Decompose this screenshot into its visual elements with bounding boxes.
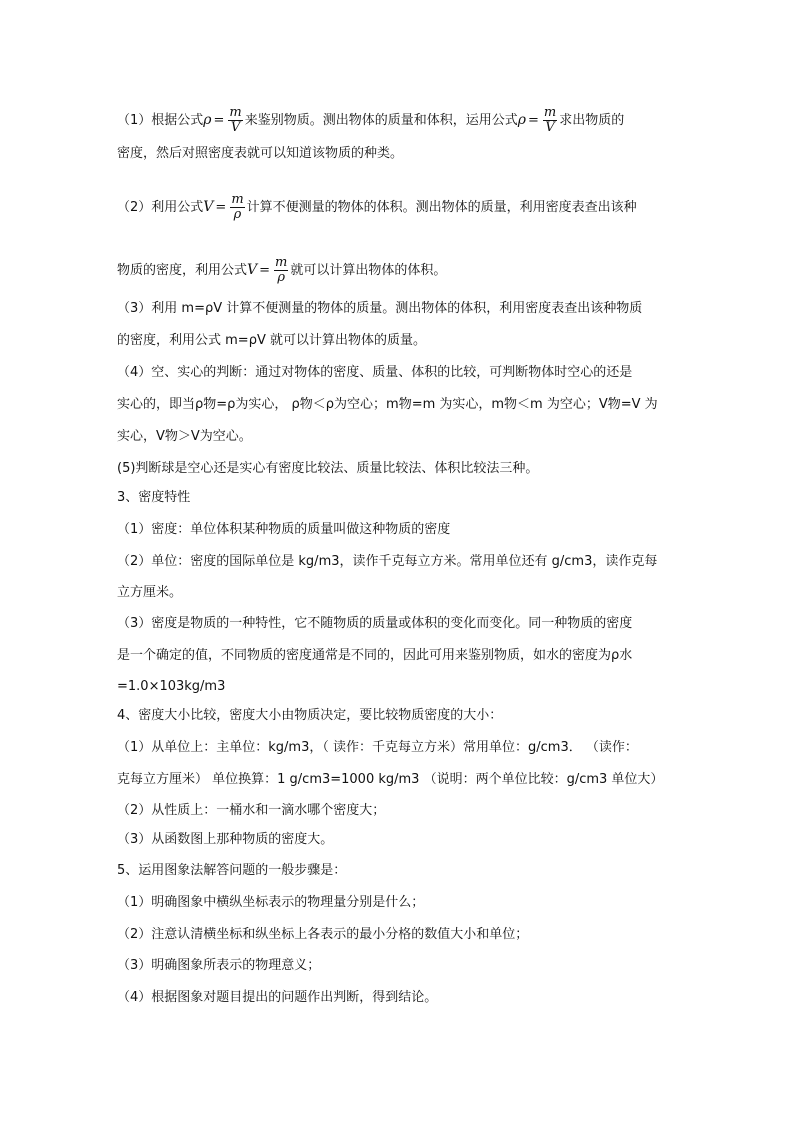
v-symbol: V [203, 199, 214, 215]
paragraph-2-line-1 [117, 193, 637, 222]
section-3-item-3-line-3: =1.0×103kg/m3 [117, 679, 226, 694]
numerator: m [229, 105, 242, 120]
fraction-m-over-rho [230, 193, 244, 222]
section-3-heading: 3、密度特性 [117, 490, 191, 505]
denominator: V [228, 120, 242, 135]
paragraph-3-line-2: 的密度，利用公式 m=ρV 就可以计算出物体的质量。 [117, 333, 426, 348]
section-3-item-2-line-1: （2）单位：密度的国际单位是 kg/m3，读作千克每立方米。常用单位还有 g/cm3，读作克每 [117, 554, 658, 569]
section-3-item-3-line-1: （3）密度是物质的一种特性，它不随物质的质量或体积的变化而变化。同一种物质的密度 [117, 616, 633, 631]
section-4-item-2: （2）从性质上：一桶水和一滴水哪个密度大； [117, 803, 386, 818]
paragraph-1-line-2: 密度，然后对照密度表就可以知道该物质的种类。 [117, 146, 404, 161]
paragraph-4-line-2: 实心的，即当ρ物=ρ为实心， ρ物＜ρ为空心；m物=m 为实心，m物＜m 为空心；V物=V 为 [117, 397, 658, 412]
numerator: m [543, 105, 557, 120]
paragraph-1-line-1 [117, 106, 624, 135]
denominator: V [543, 120, 557, 135]
rho-symbol: ρ [203, 112, 212, 128]
paragraph-4-line-3: 实心，V物＞V为空心。 [117, 429, 252, 444]
paragraph-2-line-2 [117, 256, 446, 285]
equals-sign: = [528, 113, 539, 128]
denominator: ρ [274, 270, 288, 285]
text-span: 就可以计算出物体的体积。 [290, 263, 447, 278]
section-3-item-3-line-2: 是一个确定的值，不同物质的密度通常是不同的，因此可用来鉴别物质，如水的密度为ρ水 [117, 648, 633, 663]
paragraph-4-line-1: （4）空、实心的判断：通过对物体的密度、质量、体积的比较，可判断物体时空心的还是 [117, 365, 633, 380]
section-4-heading: 4、密度大小比较，密度大小由物质决定，要比较物质密度的大小： [117, 708, 503, 723]
section-4-item-1-line-2: 克每立方厘米） 单位换算：1 g/cm3=1000 kg/m3 （说明：两个单位比较：g/cm3 单位大） [117, 772, 664, 787]
text-span: 物质的密度，利用公式 [117, 263, 248, 278]
section-4-item-3: （3）从函数图上那种物质的密度大。 [117, 832, 334, 847]
section-5-heading: 5、运用图象法解答问题的一般步骤是： [117, 863, 347, 878]
text-span: 求出物质的 [559, 113, 625, 128]
section-5-item-1: （1）明确图象中横纵坐标表示的物理量分别是什么； [117, 895, 425, 910]
equals-sign: = [213, 113, 225, 128]
text-span: （2）利用公式 [117, 200, 204, 215]
denominator: ρ [230, 207, 244, 222]
section-5-item-2: （2）注意认清横坐标和纵坐标上各表示的最小分格的数值大小和单位； [117, 927, 529, 942]
v-symbol: V [247, 262, 258, 278]
section-3-item-2-line-2: 立方厘米。 [117, 585, 183, 600]
section-5-item-4: （4）根据图象对题目提出的问题作出判断，得到结论。 [117, 990, 438, 1005]
paragraph-3-line-1: （3）利用 m=ρV 计算不便测量的物体的质量。测出物体的体积，利用密度表查出该种物质 [117, 301, 643, 316]
numerator: m [275, 255, 288, 270]
paragraph-5: (5)判断球是空心还是实心有密度比较法、质量比较法、体积比较法三种。 [117, 461, 539, 476]
equals-sign: = [259, 263, 271, 278]
equals-sign: = [215, 200, 227, 215]
text-span: 计算不便测量的物体的体积。测出物体的质量，利用密度表查出该种 [246, 200, 637, 215]
text-span: （1）根据公式 [117, 113, 204, 128]
rho-symbol: ρ [517, 112, 526, 128]
section-4-item-1-line-1: （1）从单位上：主单位：kg/m3，（ 读作：千克每立方米）常用单位：g/cm3． （读作： [117, 740, 638, 755]
section-5-item-3: （3）明确图象所表示的物理意义； [117, 958, 321, 973]
fraction-m-over-rho [274, 256, 288, 285]
fraction-m-over-v [543, 106, 557, 135]
numerator: m [231, 192, 244, 207]
section-3-item-1: （1）密度：单位体积某种物质的质量叫做这种物质的密度 [117, 522, 451, 537]
text-span: 来鉴别物质。测出物体的质量和体积，运用公式 [244, 113, 518, 128]
fraction-m-over-v [228, 106, 242, 135]
